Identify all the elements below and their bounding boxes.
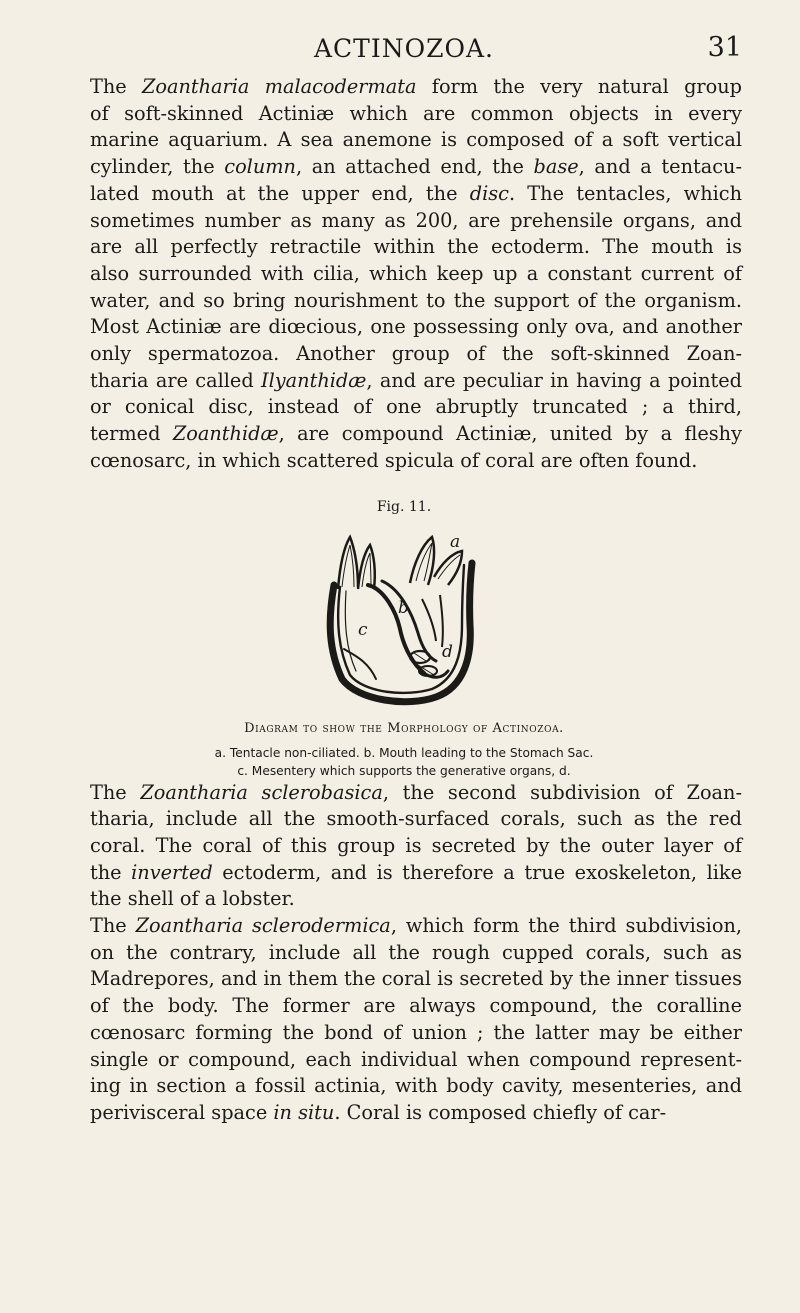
tentacle-left-2: [358, 545, 375, 589]
text-span: column: [224, 155, 296, 179]
tentacle-left-1: [338, 537, 358, 589]
text-line: [66, 780, 742, 807]
figure-letter-d: d: [442, 641, 453, 662]
text-span: base: [533, 155, 579, 179]
text-line: [66, 886, 742, 913]
text-line: [66, 127, 742, 154]
figure-letter-b: b: [398, 597, 409, 618]
text-span: sometimes number as many as 200, are prehensile organs, and: [90, 208, 742, 232]
figure-caption-title: Diagram to show the Morphology of Actinozoa.: [244, 720, 564, 736]
text-span: water, and so bring nourishment to the support of the organism.: [90, 288, 742, 312]
paragraph-zoantharia-sclerodermica: [66, 913, 742, 1127]
text-line: [66, 1047, 742, 1074]
text-span: . The tentacles, which: [508, 181, 742, 205]
text-span: or conical disc, instead of one abruptly truncated ; a third,: [90, 395, 742, 419]
text-span: ing in section a fossil actinia, with body cavity, mesenteries, and: [90, 1074, 742, 1098]
figure-caption-line-2: c. Mesentery which supports the generative organs, d.: [237, 763, 571, 778]
text-span: Ilyanthidæ: [261, 368, 367, 392]
text-line: [66, 940, 742, 967]
text-line: [66, 368, 742, 395]
text-line: [66, 993, 742, 1020]
text-span: perivisceral space: [90, 1100, 274, 1124]
text-line: [66, 234, 742, 261]
text-span: Madrepores, and in them the coral is secreted by the inner tissues: [90, 967, 742, 991]
text-span: the: [90, 860, 132, 884]
text-line: [66, 288, 742, 315]
text-line: [66, 1020, 742, 1047]
text-line: [66, 101, 742, 128]
figure-caption-line-1: a. Tentacle non-ciliated. b. Mouth leading to the Stomach Sac.: [214, 745, 594, 760]
text-span: Zoanthidæ: [172, 422, 279, 446]
text-line: [66, 181, 742, 208]
text-span: lated mouth at the upper end, the: [90, 181, 470, 205]
text-line: [66, 1073, 742, 1100]
running-head: [66, 30, 742, 74]
text-line: [66, 208, 742, 235]
text-span: disc: [469, 181, 509, 205]
text-span: , the second subdivision of Zoan-: [382, 780, 742, 804]
text-span: Zoantharia sclerobasica: [140, 780, 383, 804]
tentacle-right-inner: [422, 599, 436, 641]
text-span: The: [90, 780, 141, 804]
figure-label: Fig. 11.: [376, 498, 432, 515]
text-span: coral. The coral of this group is secreted by the outer layer of: [90, 833, 742, 857]
text-span: are all perfectly retractile within the ectoderm. The mouth is: [90, 235, 742, 259]
text-span: cœnosarc forming the bond of union ; the latter may be either: [90, 1020, 742, 1044]
text-line: [66, 860, 742, 887]
text-span: , an attached end, the: [295, 155, 534, 179]
text-line: [66, 833, 742, 860]
text-line: [66, 448, 742, 475]
text-span: the shell of a lobster.: [90, 887, 295, 911]
text-line: [66, 421, 742, 448]
text-span: , and a tentacu-: [578, 155, 742, 179]
text-span: also surrounded with cilia, which keep up a constant current of: [90, 261, 742, 285]
figure-letter-a: a: [450, 531, 461, 552]
paragraph-zoantharia-malacodermata: [66, 74, 742, 475]
text-line: [66, 1100, 742, 1127]
text-line: [66, 314, 742, 341]
text-span: on the contrary, include all the rough cupped corals, such as: [90, 940, 742, 964]
text-span: , are compound Actiniæ, united by a fleshy: [278, 422, 742, 446]
running-title: ACTINOZOA.: [314, 34, 494, 63]
text-span: only spermatozoa. Another group of the soft-skinned Zoan-: [90, 342, 742, 366]
text-span: termed: [90, 422, 173, 446]
text-line: [66, 966, 742, 993]
text-span: Zoantharia malacodermata: [141, 75, 417, 98]
text-span: of soft-skinned Actiniæ which are common objects in every: [90, 101, 742, 125]
text-span: inverted: [131, 860, 213, 884]
text-span: The: [90, 75, 142, 98]
text-span: ectoderm, and is therefore a true exoskeleton, like: [212, 860, 742, 884]
text-span: Zoantharia sclerodermica: [135, 914, 391, 938]
text-span: The: [90, 914, 136, 938]
text-span: marine aquarium. A sea anemone is composed of a soft vertical: [90, 128, 742, 152]
text-span: , which form the third subdivision,: [390, 914, 742, 938]
tentacles-left-group: [338, 537, 375, 589]
actinozoa-morphology-diagram: [324, 529, 484, 709]
text-line: [66, 74, 742, 101]
paragraph-zoantharia-sclerobasica: [66, 780, 742, 914]
text-span: of the body. The former are always compound, the coralline: [90, 994, 742, 1018]
text-line: [66, 806, 742, 833]
text-span: , and are peculiar in having a pointed: [366, 368, 742, 392]
text-span: Most Actiniæ are diœcious, one possessing only ova, and another: [90, 315, 742, 339]
text-span: form the very natural group: [416, 75, 742, 98]
book-page: [66, 30, 742, 1127]
text-span: . Coral is composed chiefly of car-: [334, 1100, 667, 1124]
text-span: in situ: [273, 1100, 335, 1124]
text-line: [66, 154, 742, 181]
text-span: single or compound, each individual when compound represent-: [90, 1047, 742, 1071]
figure-letter-c: c: [358, 619, 368, 640]
page-number: 31: [707, 32, 742, 63]
text-span: tharia are called: [90, 368, 261, 392]
text-line: [66, 261, 742, 288]
text-span: tharia, include all the smooth-surfaced corals, such as the red: [90, 807, 742, 831]
text-line: [66, 394, 742, 421]
figure-caption: [66, 744, 742, 780]
text-line: [66, 913, 742, 940]
text-span: cylinder, the: [90, 155, 225, 179]
text-line: [66, 341, 742, 368]
text-span: cœnosarc, in which scattered spicula of coral are often found.: [90, 448, 698, 472]
